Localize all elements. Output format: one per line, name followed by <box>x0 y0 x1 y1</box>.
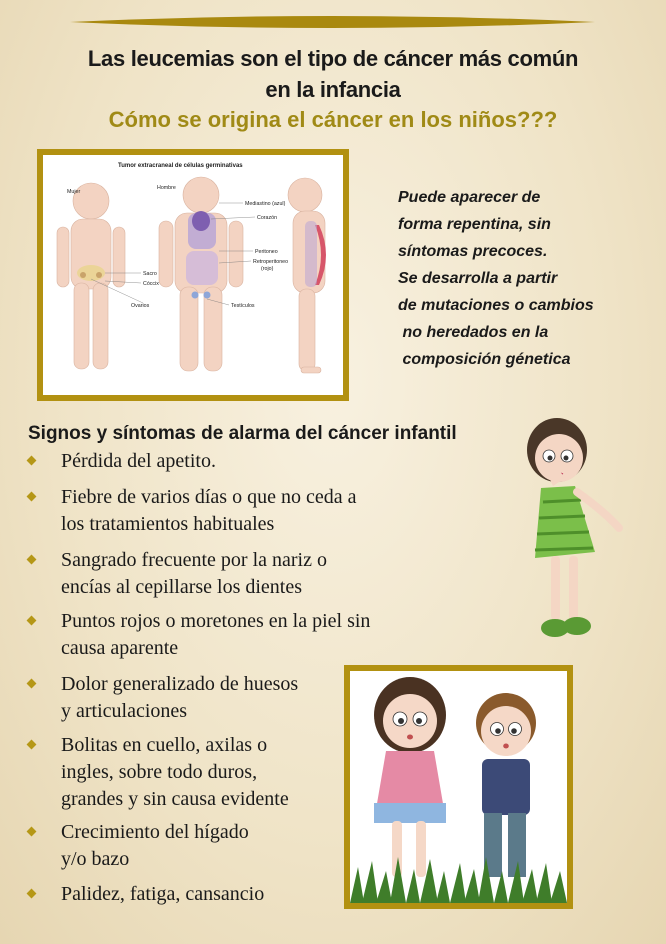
symptom-text: Dolor generalizado de huesos <box>61 673 299 695</box>
diamond-bullet-icon <box>27 555 37 565</box>
children-illustration <box>350 671 567 903</box>
diamond-bullet-icon <box>27 889 37 899</box>
anatomy-diagram-frame <box>37 149 349 401</box>
symptom-text: Bolitas en cuello, axilas o <box>61 734 268 756</box>
symptom-text: y/o bazo <box>61 848 130 870</box>
symptom-text: Crecimiento del hígado <box>61 821 249 843</box>
diamond-bullet-icon <box>27 456 37 466</box>
symptom-text: Pérdida del apetito. <box>61 450 216 472</box>
diamond-bullet-icon <box>27 740 37 750</box>
symptom-text: Palidez, fatiga, cansancio <box>61 883 265 905</box>
label-hombre: Hombre <box>157 185 176 191</box>
diamond-bullet-icon <box>27 679 37 689</box>
origin-line: composición génetica <box>398 351 571 368</box>
label-mujer: Mujer <box>67 189 81 195</box>
label-peritoneo: Peritoneo <box>255 249 278 255</box>
symptom-text: encías al cepillarse los dientes <box>61 576 303 598</box>
title-line-1: Las leucemias son el tipo de cáncer más común <box>87 46 579 71</box>
origin-line: no heredados en la <box>398 324 549 341</box>
sick-girl-illustration <box>515 412 635 652</box>
symptom-text: grandes y sin causa evidente <box>61 788 289 810</box>
symptom-text: Fiebre de varios días o que no ceda a <box>61 486 357 508</box>
label-sacro: Sacro <box>143 271 157 277</box>
symptom-text: causa aparente <box>61 637 179 659</box>
label-testiculos: Testículos <box>231 303 255 309</box>
diamond-bullet-icon <box>27 492 37 502</box>
origin-description <box>398 184 594 373</box>
label-retroperitoneo: Retroperitoneo <box>253 259 289 265</box>
origin-line: forma repentina, sin <box>398 216 551 233</box>
anatomy-diagram <box>43 155 343 395</box>
children-illustration-frame <box>344 665 573 909</box>
symptom-text: ingles, sobre todo duros, <box>61 761 258 783</box>
label-retroperitoneo-rojo: (rojo) <box>261 266 274 272</box>
origin-line: Se desarrolla a partir <box>398 270 558 287</box>
decorative-swoosh <box>70 12 595 32</box>
origin-line: síntomas precoces. <box>398 243 548 260</box>
subtitle: Cómo se origina el cáncer en los niños??? <box>108 107 558 132</box>
origin-line: Puede aparecer de <box>398 189 541 206</box>
label-ovarios: Ovarios <box>131 303 150 309</box>
diamond-bullet-icon <box>27 827 37 837</box>
origin-line: de mutaciones o cambios <box>398 297 594 314</box>
title-line-2: en la infancia <box>265 77 401 102</box>
symptom-text: Puntos rojos o moretones en la piel sin <box>61 610 371 632</box>
symptom-text: y articulaciones <box>61 700 188 722</box>
symptom-text: Sangrado frecuente por la nariz o <box>61 549 327 571</box>
symptom-text: los tratamientos habituales <box>61 513 275 535</box>
diagram-title: Tumor extracraneal de células germinativas <box>118 163 243 169</box>
diamond-bullet-icon <box>27 616 37 626</box>
label-mediastino: Mediastino (azul) <box>245 201 286 207</box>
label-coccix: Cóccix <box>143 281 159 287</box>
signs-heading: Signos y síntomas de alarma del cáncer infantil <box>28 423 457 444</box>
label-corazon: Corazón <box>257 215 278 221</box>
